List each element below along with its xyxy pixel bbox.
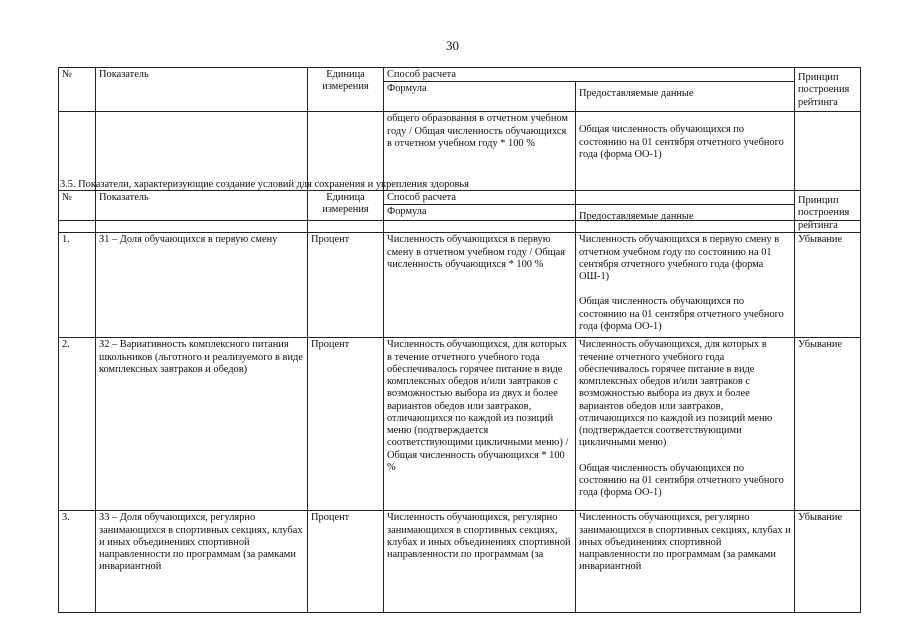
table-health-indicators	[58, 190, 861, 613]
header-indicator: Показатель	[96, 191, 308, 233]
header-principle: Принцип построения рейтинга	[795, 191, 861, 233]
cell-principle: Убывание	[795, 233, 861, 338]
header-unit: Единица измерения	[308, 68, 384, 112]
table-header-row	[59, 191, 861, 205]
cell-formula: общего образования в отчетном учебном году / Общая численность обучающихся в отчетном учебном году * 100 %	[384, 112, 576, 221]
header-method: Способ расчета	[384, 191, 795, 205]
cell-num: 3.	[59, 511, 96, 613]
table-row	[59, 233, 861, 338]
cell-formula: Численность обучающихся, регулярно занимающихся в спортивных секциях, клубах и иных объединениях спортивной направленности по программам (за	[384, 511, 576, 613]
header-principle: Принцип построения рейтинга	[795, 68, 861, 112]
cell-indicator: З1 – Доля обучающихся в первую смену	[96, 233, 308, 338]
header-formula: Формула	[384, 205, 576, 233]
header-unit: Единица измерения	[308, 191, 384, 233]
provided-text-1: Численность обучающихся в первую смену в отчетном учебном году по состоянию на 01 сентября отчетного учебного года (форма ОШ-1)	[579, 234, 780, 283]
page-number: 30	[446, 38, 459, 53]
cell-principle: Убывание	[795, 338, 861, 511]
header-num: №	[59, 68, 96, 112]
cell-provided: Общая численность обучающихся по состоянию на 01 сентября отчетного учебного года (форма ОО-1)	[576, 112, 795, 221]
cell-provided	[576, 233, 795, 338]
cell-principle: Убывание	[795, 511, 861, 613]
table-row	[59, 511, 861, 613]
header-provided: Предоставляемые данные	[576, 82, 795, 112]
cell-formula: Численность обучающихся в первую смену в отчетном учебном году / Общая численность обучающихся * 100 %	[384, 233, 576, 338]
cell-provided	[576, 338, 795, 511]
cell-num: 1.	[59, 233, 96, 338]
section-title: 3.5. Показатели, характеризующие создание условий для сохранения и укрепления здоровья	[60, 179, 469, 190]
cell-unit: Процент	[308, 338, 384, 511]
cell-provided: Численность обучающихся, регулярно занимающихся в спортивных секциях, клубах и иных объединениях спортивной направленности по программам (за рамками инвариантной	[576, 511, 795, 613]
cell-unit: Процент	[308, 233, 384, 338]
header-method: Способ расчета	[384, 68, 795, 82]
header-formula: Формула	[384, 82, 576, 112]
header-provided: Предоставляемые данные	[576, 205, 795, 233]
cell-indicator: З2 – Вариативность комплексного питания школьников (льготного и реализуемого в виде комплексных завтраков и обедов)	[96, 338, 308, 511]
cell-num: 2.	[59, 338, 96, 511]
cell-unit: Процент	[308, 511, 384, 613]
provided-text-2: Общая численность обучающихся по состоянию на 01 сентября отчетного учебного года (форма ОО-1)	[579, 296, 784, 332]
cell-formula: Численность обучающихся, для которых в течение отчетного учебного года обеспечивалось горячее питание в виде комплексных обедов и/или завтраков с возможностью выбора из двух и более вариантов обедов или завтраков, отличающихся по каждой из позиций меню (подтверждается соответствующими цикличными меню) / Общая численность обучающихся * 100 %	[384, 338, 576, 511]
table-row	[59, 338, 861, 511]
header-num: №	[59, 191, 96, 233]
table-header-row	[59, 68, 861, 82]
provided-text-1: Численность обучающихся, для которых в течение отчетного учебного года обеспечивалось горячее питание в виде комплексных обедов и/или завтраков с возможностью выбора из двух и более вариантов обедов или завтраков, отличающихся по каждой из позиций меню (подтверждается соответствующими цикличными меню)	[579, 339, 773, 449]
provided-text-2: Общая численность обучающихся по состоянию на 01 сентября отчетного учебного года (форма ОО-1)	[579, 462, 784, 499]
cell-indicator: З3 – Доля обучающихся, регулярно занимающихся в спортивных секциях, клубах и иных объединениях спортивной направленности по программам (за рамками инвариантной	[96, 511, 308, 613]
header-indicator: Показатель	[96, 68, 308, 112]
